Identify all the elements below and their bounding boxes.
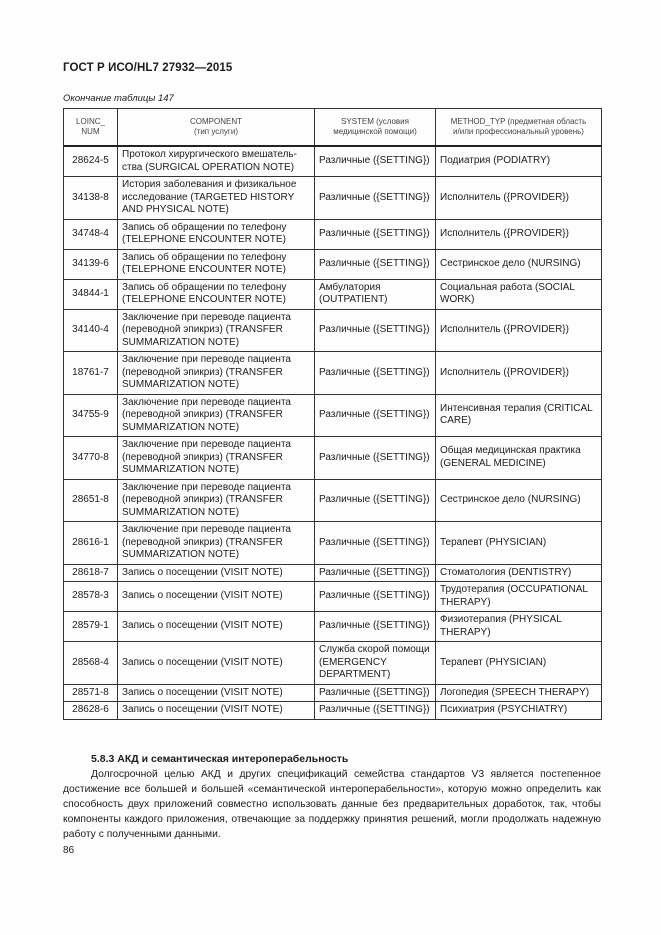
- cell-system: Различные ({SETTING}): [315, 219, 436, 249]
- cell-loinc-num: 34844-1: [64, 279, 118, 309]
- table-body: [64, 146, 602, 719]
- cell-component: Запись об обращении по телефону (TELEPHONE ENCOUNTER NOTE): [118, 219, 315, 249]
- table-row: [64, 702, 602, 720]
- cell-component: Запись о посещении (VISIT NOTE): [118, 612, 315, 642]
- table-header-row: [64, 109, 602, 147]
- cell-method-typ: Физиотерапия (PHYSICAL THERAPY): [436, 612, 602, 642]
- cell-method-typ: Терапевт (PHYSICIAN): [436, 642, 602, 685]
- cell-method-typ: Социальная работа (SOCIAL WORK): [436, 279, 602, 309]
- cell-method-typ: Сестринское дело (NURSING): [436, 479, 602, 522]
- cell-component: Протокол хирургического вмешатель-ства (SURGICAL OPERATION NOTE): [118, 146, 315, 177]
- cell-system: Различные ({SETTING}): [315, 309, 436, 352]
- cell-component: Запись об обращении по телефону (TELEPHONE ENCOUNTER NOTE): [118, 279, 315, 309]
- cell-system: Различные ({SETTING}): [315, 249, 436, 279]
- cell-system: Амбулатория (OUTPATIENT): [315, 279, 436, 309]
- cell-system: Различные ({SETTING}): [315, 702, 436, 720]
- cell-method-typ: Общая медицинская практика (GENERAL MEDICINE): [436, 437, 602, 480]
- cell-loinc-num: 34140-4: [64, 309, 118, 352]
- column-header-loinc-num: LOINC_ NUM: [64, 109, 118, 147]
- cell-component: Запись о посещении (VISIT NOTE): [118, 642, 315, 685]
- column-header-system: SYSTEM (условия медицинской помощи): [315, 109, 436, 147]
- cell-method-typ: Сестринское дело (NURSING): [436, 249, 602, 279]
- cell-system: Различные ({SETTING}): [315, 522, 436, 565]
- cell-component: Заключение при переводе пациента (переводной эпикриз) (TRANSFER SUMMARIZATION NOTE): [118, 479, 315, 522]
- cell-system: Различные ({SETTING}): [315, 684, 436, 702]
- cell-system: Различные ({SETTING}): [315, 177, 436, 220]
- table-row: [64, 479, 602, 522]
- cell-method-typ: Исполнитель ({PROVIDER}): [436, 219, 602, 249]
- table-row: [64, 279, 602, 309]
- cell-component: Заключение при переводе пациента (переводной эпикриз) (TRANSFER SUMMARIZATION NOTE): [118, 437, 315, 480]
- cell-loinc-num: 34748-4: [64, 219, 118, 249]
- cell-method-typ: Исполнитель ({PROVIDER}): [436, 352, 602, 395]
- cell-loinc-num: 28568-4: [64, 642, 118, 685]
- cell-loinc-num: 34770-8: [64, 437, 118, 480]
- table-row: [64, 437, 602, 480]
- cell-loinc-num: 28578-3: [64, 582, 118, 612]
- column-header-component: COMPONENT (тип услуги): [118, 109, 315, 147]
- cell-system: Различные ({SETTING}): [315, 394, 436, 437]
- cell-loinc-num: 28616-1: [64, 522, 118, 565]
- cell-loinc-num: 28618-7: [64, 564, 118, 582]
- section-paragraph: Долгосрочной целью АКД и других спецификаций семейства стандартов V3 является постепенное достижение все большей и большей «семантической интероперабельности», которую можно определить как способность двух приложений совместно использовать данные без предварительных доработок, так, чтобы компоненты каждого приложения, отвечающие за поддержку принятия решений, могли продолжать надежную работу с полученными данными.: [63, 769, 601, 840]
- cell-loinc-num: 28579-1: [64, 612, 118, 642]
- table-row: [64, 394, 602, 437]
- table-caption: Окончание таблицы 147: [63, 93, 174, 104]
- table-row: [64, 522, 602, 565]
- cell-loinc-num: 34755-9: [64, 394, 118, 437]
- cell-loinc-num: 18761-7: [64, 352, 118, 395]
- cell-loinc-num: 28628-6: [64, 702, 118, 720]
- cell-system: Различные ({SETTING}): [315, 146, 436, 177]
- column-header-method-typ: METHOD_TYP (предметная область и/или профессиональный уровень): [436, 109, 602, 147]
- cell-method-typ: Интенсивная терапия (CRITICAL CARE): [436, 394, 602, 437]
- cell-method-typ: Стоматология (DENTISTRY): [436, 564, 602, 582]
- cell-method-typ: Исполнитель ({PROVIDER}): [436, 309, 602, 352]
- table-row: [64, 582, 602, 612]
- cell-component: Запись о посещении (VISIT NOTE): [118, 702, 315, 720]
- cell-component: Запись о посещении (VISIT NOTE): [118, 582, 315, 612]
- table-row: [64, 642, 602, 685]
- cell-loinc-num: 28571-8: [64, 684, 118, 702]
- cell-component: Заключение при переводе пациента (переводной эпикриз) (TRANSFER SUMMARIZATION NOTE): [118, 522, 315, 565]
- cell-system: Различные ({SETTING}): [315, 437, 436, 480]
- cell-component: Запись о посещении (VISIT NOTE): [118, 564, 315, 582]
- cell-component: Заключение при переводе пациента (переводной эпикриз) (TRANSFER SUMMARIZATION NOTE): [118, 309, 315, 352]
- document-code-header: ГОСТ Р ИСО/HL7 27932—2015: [63, 62, 233, 74]
- cell-method-typ: Исполнитель ({PROVIDER}): [436, 177, 602, 220]
- table-row: [64, 309, 602, 352]
- table-row: [64, 177, 602, 220]
- table-row: [64, 146, 602, 177]
- cell-loinc-num: 34138-8: [64, 177, 118, 220]
- table-row: [64, 564, 602, 582]
- table-row: [64, 612, 602, 642]
- cell-component: Заключение при переводе пациента (переводной эпикриз) (TRANSFER SUMMARIZATION NOTE): [118, 352, 315, 395]
- cell-loinc-num: 34139-6: [64, 249, 118, 279]
- cell-method-typ: Логопедия (SPEECH THERAPY): [436, 684, 602, 702]
- loinc-table: [63, 108, 602, 720]
- table-row: [64, 249, 602, 279]
- cell-component: Запись об обращении по телефону (TELEPHONE ENCOUNTER NOTE): [118, 249, 315, 279]
- page-number: 86: [63, 845, 75, 856]
- cell-component: Запись о посещении (VISIT NOTE): [118, 684, 315, 702]
- cell-method-typ: Подиатрия (PODIATRY): [436, 146, 602, 177]
- cell-component: Заключение при переводе пациента (переводной эпикриз) (TRANSFER SUMMARIZATION NOTE): [118, 394, 315, 437]
- table-row: [64, 352, 602, 395]
- cell-system: Различные ({SETTING}): [315, 564, 436, 582]
- cell-method-typ: Психиатрия (PSYCHIATRY): [436, 702, 602, 720]
- cell-method-typ: Трудотерапия (OCCUPATIONAL THERAPY): [436, 582, 602, 612]
- cell-method-typ: Терапевт (PHYSICIAN): [436, 522, 602, 565]
- cell-system: Различные ({SETTING}): [315, 479, 436, 522]
- table-row: [64, 219, 602, 249]
- cell-system: Различные ({SETTING}): [315, 352, 436, 395]
- section-title: 5.8.3 АКД и семантическая интероперабельность: [91, 753, 349, 765]
- cell-component: История заболевания и физикальное исследование (TARGETED HISTORY AND PHYSICAL NOTE): [118, 177, 315, 220]
- cell-system: Различные ({SETTING}): [315, 582, 436, 612]
- cell-system: Служба скорой помощи (EMERGENCY DEPARTMENT): [315, 642, 436, 685]
- cell-loinc-num: 28651-8: [64, 479, 118, 522]
- table-row: [64, 684, 602, 702]
- cell-loinc-num: 28624-5: [64, 146, 118, 177]
- cell-system: Различные ({SETTING}): [315, 612, 436, 642]
